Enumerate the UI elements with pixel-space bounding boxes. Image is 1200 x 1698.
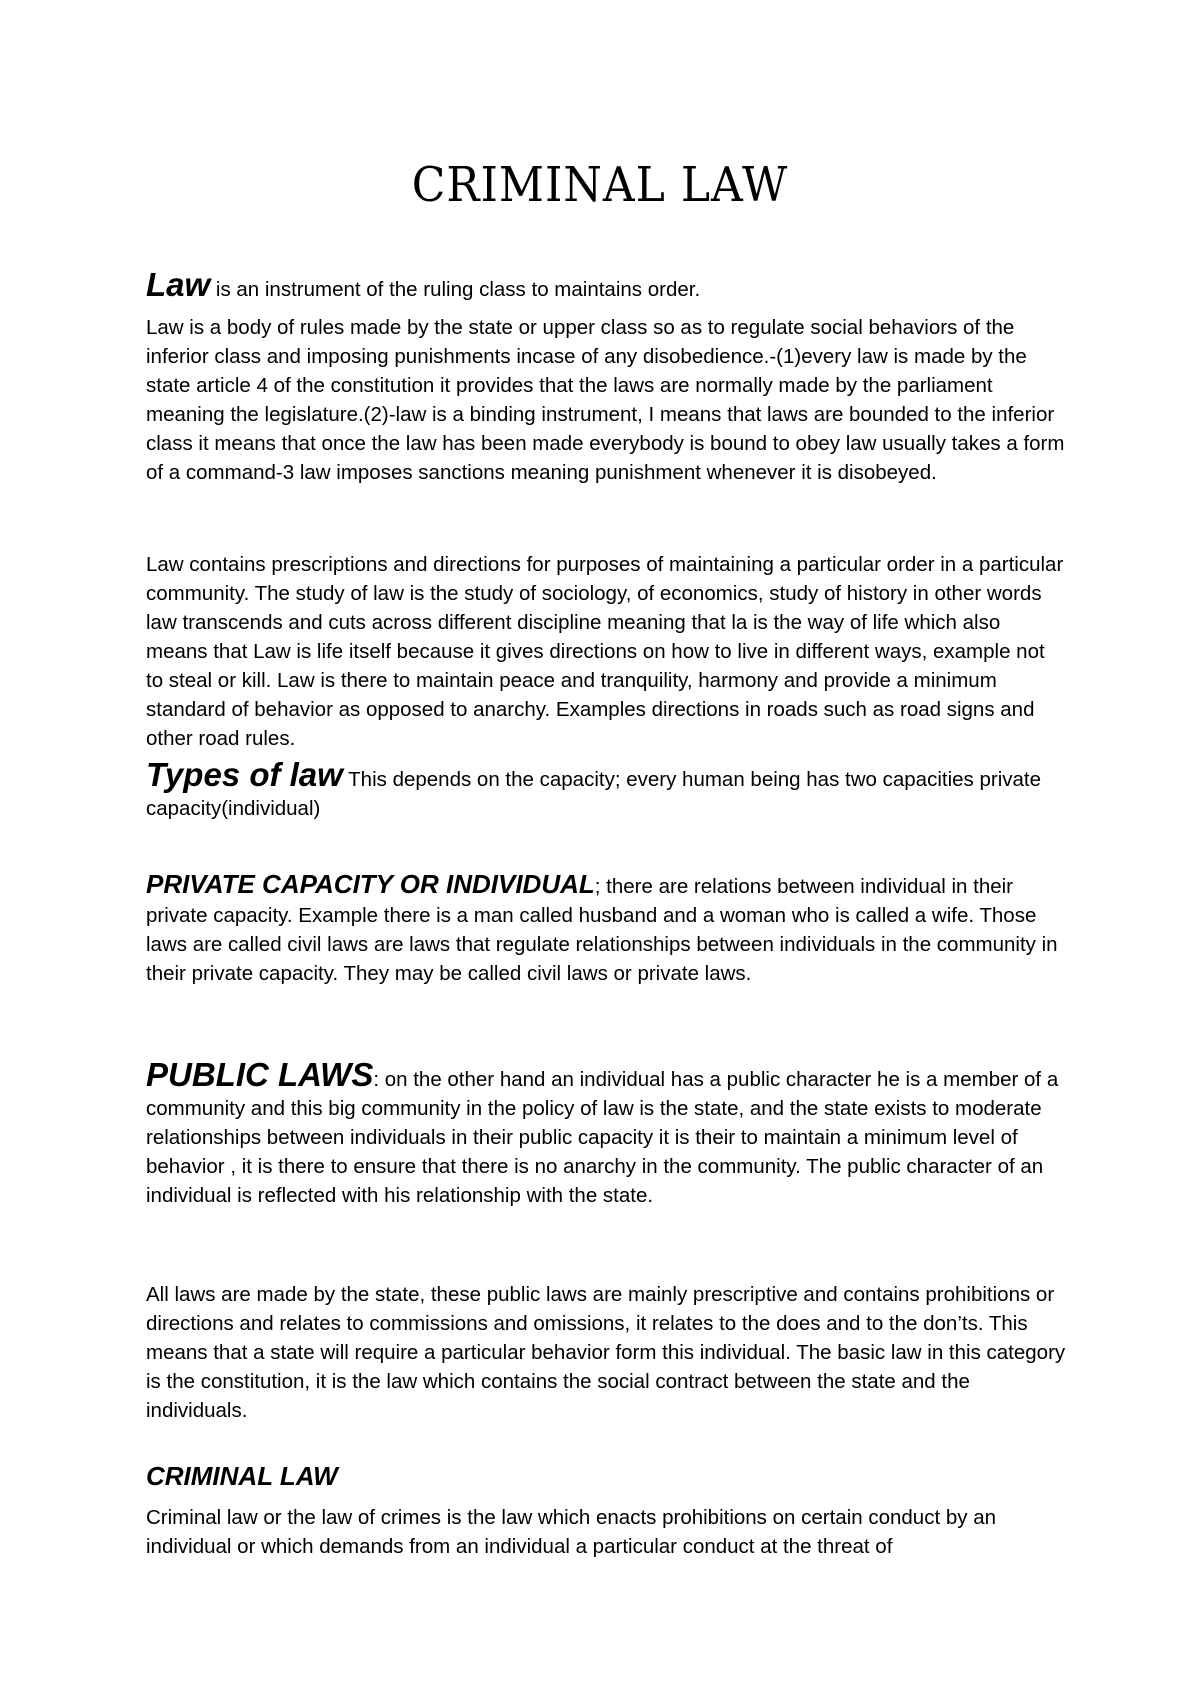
paragraph-law-definition: Law is a body of rules made by the state or upper class so as to regulate social behaviors of the inferior class and imposing punishments incase of any disobedience.-(1)every law is made by the state article 4 of the constitution it provides that the laws are normally made by the parliament meaning the legislature.(2)-law is a binding instrument, I means that laws are bounded to the inferior class it means that once the law has been made everybody is bound to obey law usually takes a form of a command-3 law imposes sanctions meaning punishment whenever it is disobeyed. — [146, 316, 1065, 484]
paragraph-law-prescriptions: Law contains prescriptions and directions for purposes of maintaining a particular order in a particular community. The study of law is the study of sociology, of economics, study of history in other words law transcends and cuts across different discipline meaning that la is the way of life which also means that Law is life itself because it gives directions on how to live in different ways, example not to steal or kill. Law is there to maintain peace and tranquility, harmony and provide a minimum standard of behavior as opposed to anarchy. Examples directions in roads such as road signs and other road rules. — [146, 553, 1064, 750]
intro-text: is an instrument of the ruling class to maintains order. — [210, 278, 701, 301]
types-of-law-section — [146, 756, 1066, 823]
criminal-law-heading: CRIMINAL LAW — [146, 1461, 338, 1491]
private-capacity-text: ; there are relations between individual in their private capacity. Example there is a man called husband and a woman who is called a wife. Those laws are called civil laws are laws that regulate relationships between individuals in the community in their private capacity. They may be called civil laws or private laws. — [146, 875, 1058, 985]
intro-lead-word: Law — [146, 266, 211, 303]
private-capacity-section — [146, 870, 1066, 988]
paragraph-criminal-law: Criminal law or the law of crimes is the law which enacts prohibitions on certain conduct by an individual or which demands from an individual a particular conduct at the threat of — [146, 1506, 996, 1558]
paragraph-all-laws: All laws are made by the state, these public laws are mainly prescriptive and contains prohibitions or directions and relates to commissions and omissions, it relates to the does and to the don’ts. This means that a state will require a particular behavior form this individual. The basic law in this category is the constitution, it is the law which contains the social contract between the state and the individuals. — [146, 1283, 1066, 1422]
types-of-law-heading: Types of law — [146, 756, 343, 793]
private-capacity-heading: PRIVATE CAPACITY OR INDIVIDUAL — [146, 869, 595, 899]
types-of-law-text: This depends on the capacity; every human being has two capacities private capacity(individual) — [146, 768, 1041, 820]
public-laws-text: : on the other hand an individual has a public character he is a member of a community and this big community in the policy of law is the state, and the state exists to moderate relationships between individuals in their public capacity it is their to maintain a minimum level of behavior , it is there to ensure that there is no anarchy in the community. The public character of an individual is reflected with his relationship with the state. — [146, 1068, 1059, 1207]
document-title: CRIMINAL LAW — [411, 157, 789, 214]
intro-paragraph — [146, 266, 1066, 304]
public-laws-section — [146, 1056, 1066, 1210]
criminal-law-section-heading — [146, 1462, 1066, 1493]
public-laws-heading: PUBLIC LAWS — [146, 1056, 374, 1093]
